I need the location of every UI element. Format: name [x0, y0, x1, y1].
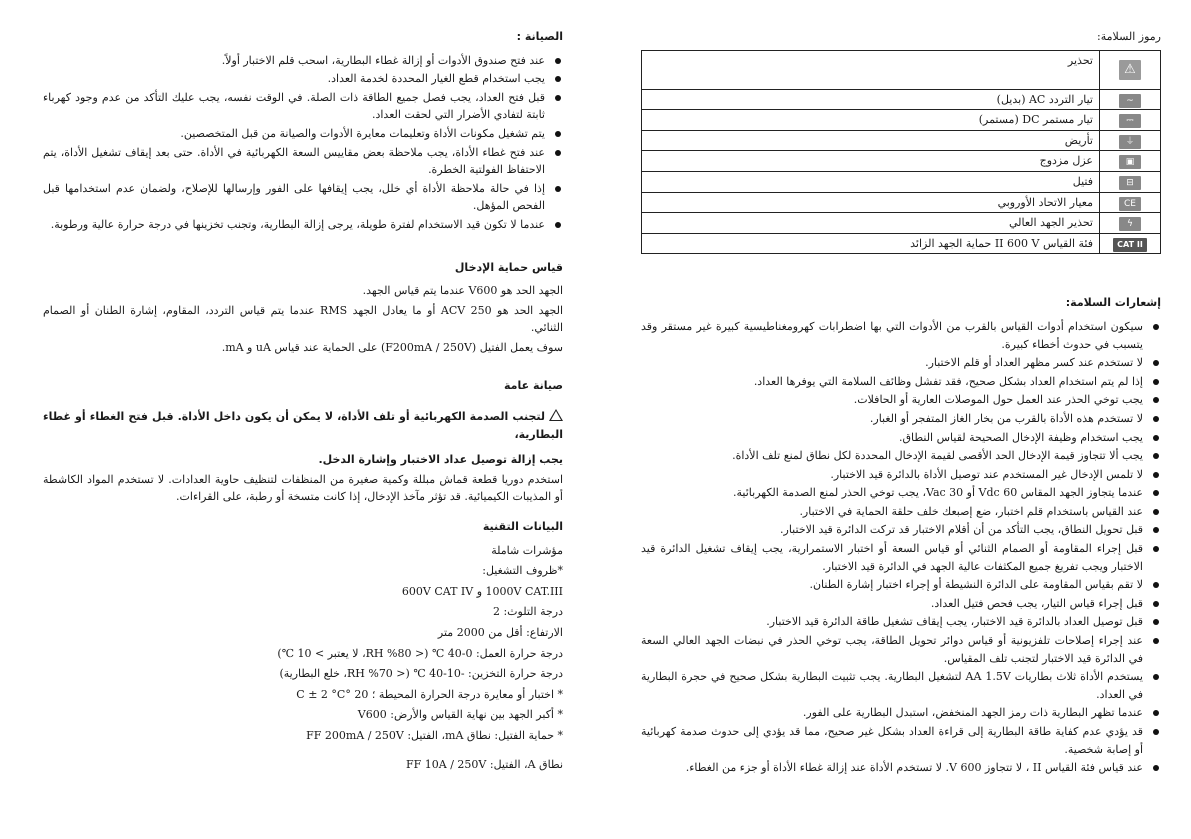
spec-line: درجة حرارة العمل: 0-40 ℃ (< 80% RH، لا يعتبر > 10 ℃) — [277, 646, 563, 660]
ce-icon: CE — [1119, 197, 1141, 211]
general-safety-body: استخدم دوريا قطعة قماش مبللة وكمية صغيرة من المنظفات لتنظيف حاوية العدادات. لا تستخدم المواد الكاشطة أو المذيبات الكيميائية. قد تؤثر مآخذ الإدخال، إذا كانت متسخة أو رطبة، على القراءات. — [43, 472, 563, 504]
safety-symbols-table — [641, 50, 1161, 255]
input-protection-title: قياس حماية الإدخال — [454, 260, 563, 274]
list-item: قبل تحويل النطاق، يجب التأكد من أن أقلام الاختبار قد تركت الدائرة قيد الاختبار. — [641, 521, 1161, 539]
technical-data-title: البيانات التقنية — [482, 520, 563, 534]
technical-data-list — [43, 542, 563, 774]
spec-line: درجة حرارة التخزين: -10-40 ℃ (< 70% RH، خلع البطارية) — [279, 667, 563, 681]
list-item: قبل إجراء المقاومة أو الصمام الثنائي أو قياس السعة أو اختبار الاستمرارية، يجب إيقاف تشغيل الدائرة قيد الاختبار ويجب تفريغ جميع المكثفات عالية الجهد في الدائرة قيد الاختبار. — [641, 540, 1161, 575]
list-item: عند إجراء إصلاحات تلفزيونية أو قياس دوائر تحويل الطاقة، يجب توخي الحذر في نبضات الجهد العالي السعة في الدائرة قيد الاختبار لتجنب تلف المقياس. — [641, 632, 1161, 667]
symbol-row — [642, 233, 1161, 254]
dc-icon: ⎓ — [1119, 114, 1141, 128]
symbol-label: عزل مزدوج — [642, 151, 1100, 172]
warning-icon: ⚠ — [1119, 60, 1141, 80]
list-item: إذا لم يتم استخدام العداد بشكل صحيح، فقد تفشل وظائف السلامة التي يوفرها العداد. — [641, 373, 1161, 391]
spec-line: مؤشرات شاملة — [491, 543, 563, 557]
list-item: عند قياس فئة القياس II ، لا تتجاوز V 600. لا تستخدم الأداة عند إزالة غطاء الأداة أو جزء من الغطاء. — [641, 759, 1161, 777]
spec-line: *ظروف التشغيل: — [482, 564, 563, 578]
list-item: قبل إجراء قياس التيار، يجب فحص فتيل العداد. — [641, 595, 1161, 613]
list-item: لا تستخدم هذه الأداة بالقرب من بخار الغاز المتفجر أو الغبار. — [641, 410, 1161, 428]
input-protection-line: الجهد الحد هو ACV 250 أو ما يعادل الجهد RMS عندما يتم قياس التردد، المقاوم، إشارة الطنان أو الصمام الثنائي. — [43, 303, 564, 335]
general-safety-warning-text: لتجنب الصدمة الكهربائية أو تلف الأداة، لا يمكن أن يكون داخل الأداة. قبل فتح الغطاء أو غطاء البطارية، — [43, 410, 563, 441]
ground-icon: ⏚ — [1119, 135, 1141, 149]
list-item: عند فتح غطاء الأداة، يجب ملاحظة بعض مقاييس السعة الكهربائية في الأداة. حتى بعد إيقاف تشغيل الأداة، يتم الاحتفاظ الفولتية الخطرة. — [43, 144, 563, 179]
maintenance-title: الصيانة : — [516, 30, 563, 43]
general-safety-subheading: يجب إزالة توصيل عداد الاختبار وإشارة الدخل. — [318, 453, 563, 467]
safety-notes-title: إشعارات السلامة: — [1065, 296, 1161, 310]
list-item: عندما لا تكون قيد الاستخدام لفترة طويلة، يرجى إزالة البطارية، وتجنب تخزينها في درجة حرارة عالية ورطوبة. — [43, 216, 563, 234]
symbol-row — [642, 213, 1161, 234]
symbol-row — [642, 50, 1161, 89]
list-item: يجب استخدام وظيفة الإدخال الصحيحة لقياس النطاق. — [641, 429, 1161, 447]
safety-symbols-title: رموز السلامة: — [1097, 30, 1161, 43]
input-protection-line: الجهد الحد هو V600 عندما يتم قياس الجهد. — [362, 284, 563, 298]
list-item: عند القياس باستخدام قلم اختبار، ضع إصبعك خلف حلقة الحماية في الاختبار. — [641, 503, 1161, 521]
list-item: يجب ألا تتجاوز قيمة الإدخال الحد الأقصى لقيمة الإدخال المحددة لكل نطاق لمنع تلف الأداة. — [641, 447, 1161, 465]
symbol-row — [642, 151, 1161, 172]
list-item: لا تستخدم عند كسر مظهر العداد أو قلم الاختبار. — [641, 354, 1161, 372]
general-safety-title: صيانة عامة — [503, 378, 563, 392]
list-item: يجب استخدام قطع الغيار المحددة لخدمة العداد. — [43, 70, 563, 88]
symbol-label: تيار التردد AC (بديل) — [642, 89, 1100, 110]
symbol-row — [642, 110, 1161, 131]
spec-line: * اختبار أو معايرة درجة الحرارة المحيطة ؛ 20 °C ± 2 °C — [296, 687, 563, 701]
spec-line: 1000V CAT.III و 600V CAT IV — [401, 584, 563, 598]
safety-notes-list — [641, 318, 1161, 777]
symbol-row — [642, 171, 1161, 192]
symbol-row — [642, 130, 1161, 151]
maintenance-list — [43, 52, 563, 234]
input-protection-line: سوف يعمل الفتيل (F200mA / 250V) على الحماية عند قياس uA و mA. — [221, 340, 563, 354]
list-item: قبل فتح العداد، يجب فصل جميع الطاقة ذات الصلة. في الوقت نفسه، يجب عليك التأكد من عدم وجود كهرباء ثابتة لتفادي الأضرار التي لحقت العداد. — [43, 89, 563, 124]
symbol-label: تحذير — [642, 50, 1100, 89]
fuse-icon: ⊟ — [1119, 176, 1141, 190]
symbol-label: فئة القياس II 600 V حماية الجهد الزائد — [642, 233, 1100, 254]
ac-icon: ~ — [1119, 94, 1141, 108]
list-item: يتم تشغيل مكونات الأداة وتعليمات معايرة الأدوات والصيانة من قبل المتخصصين. — [43, 125, 563, 143]
list-item: عند فتح صندوق الأدوات أو إزالة غطاء البطارية، اسحب قلم الاختبار أولاً. — [43, 52, 563, 70]
spec-line: الارتفاع: أقل من 2000 متر — [437, 626, 563, 640]
double-insulation-icon: ▣ — [1119, 155, 1141, 169]
symbol-label: معيار الاتحاد الأوروبي — [642, 192, 1100, 213]
spec-line: درجة التلوث: 2 — [492, 605, 563, 619]
list-item: إذا في حالة ملاحظة الأداة أي خلل، يجب إيقافها على الفور وإرسالها للإصلاح، ولضمان عدم استخدامها قبل الفحص المؤهل. — [43, 180, 563, 215]
spec-line: * أكبر الجهد بين نهاية القياس والأرض: V600 — [357, 708, 563, 722]
warning-icon — [549, 409, 563, 421]
list-item: عندما يتجاوز الجهد المقاس Vdc 60 أو Vac 30، يجب توخي الحذر لمنع الصدمة الكهربائية. — [641, 484, 1161, 502]
list-item: قد يؤدي عدم كفاية طاقة البطارية إلى قراءة العداد بشكل غير صحيح، مما قد يؤدي إلى حدوث صدمة كهربائية أو إصابة شخصية. — [641, 723, 1161, 758]
symbol-label: تأريض — [642, 130, 1100, 151]
list-item: قبل توصيل العداد بالدائرة قيد الاختبار، يجب إيقاف تشغيل طاقة الدائرة قيد الاختبار. — [641, 613, 1161, 631]
list-item: لا تلمس الإدخال غير المستخدم عند توصيل الأداة بالدائرة قيد الاختبار. — [641, 466, 1161, 484]
right-column — [641, 28, 1161, 778]
symbol-row — [642, 192, 1161, 213]
general-safety-warning — [43, 408, 563, 443]
cat-ii-icon: CAT II — [1113, 238, 1147, 252]
left-column — [43, 28, 563, 776]
list-item: لا تقم بقياس المقاومة على الدائرة النشيطة أو إجراء اختبار إشارة الطنان. — [641, 576, 1161, 594]
list-item: عندما تظهر البطارية ذات رمز الجهد المنخفض، استبدل البطارية على الفور. — [641, 704, 1161, 722]
symbol-label: تحذير الجهد العالي — [642, 213, 1100, 234]
spec-line-fuse-a: نطاق A، الفتيل: FF 10A / 250V — [406, 757, 563, 771]
list-item: يستخدم الأداة ثلاث بطاريات AA 1.5V لتشغيل البطارية. يجب تثبيت البطارية بشكل صحيح في حجرة البطارية في العداد. — [641, 668, 1161, 703]
high-voltage-icon: ϟ — [1119, 217, 1141, 231]
symbol-row — [642, 89, 1161, 110]
list-item: يجب توخي الحذر عند العمل حول الموصلات العارية أو الحافلات. — [641, 391, 1161, 409]
symbol-label: فتيل — [642, 171, 1100, 192]
symbol-label: تيار مستمر DC (مستمر) — [642, 110, 1100, 131]
list-item: سيكون استخدام أدوات القياس بالقرب من الأدوات التي بها اضطرابات كهرومغناطيسية كبيرة غير مستقر وقد يتسبب في حدوث أخطاء كبيرة. — [641, 318, 1161, 353]
spec-line: * حماية الفتيل: نطاق mA، الفتيل: FF 200mA / 250V — [306, 729, 563, 742]
